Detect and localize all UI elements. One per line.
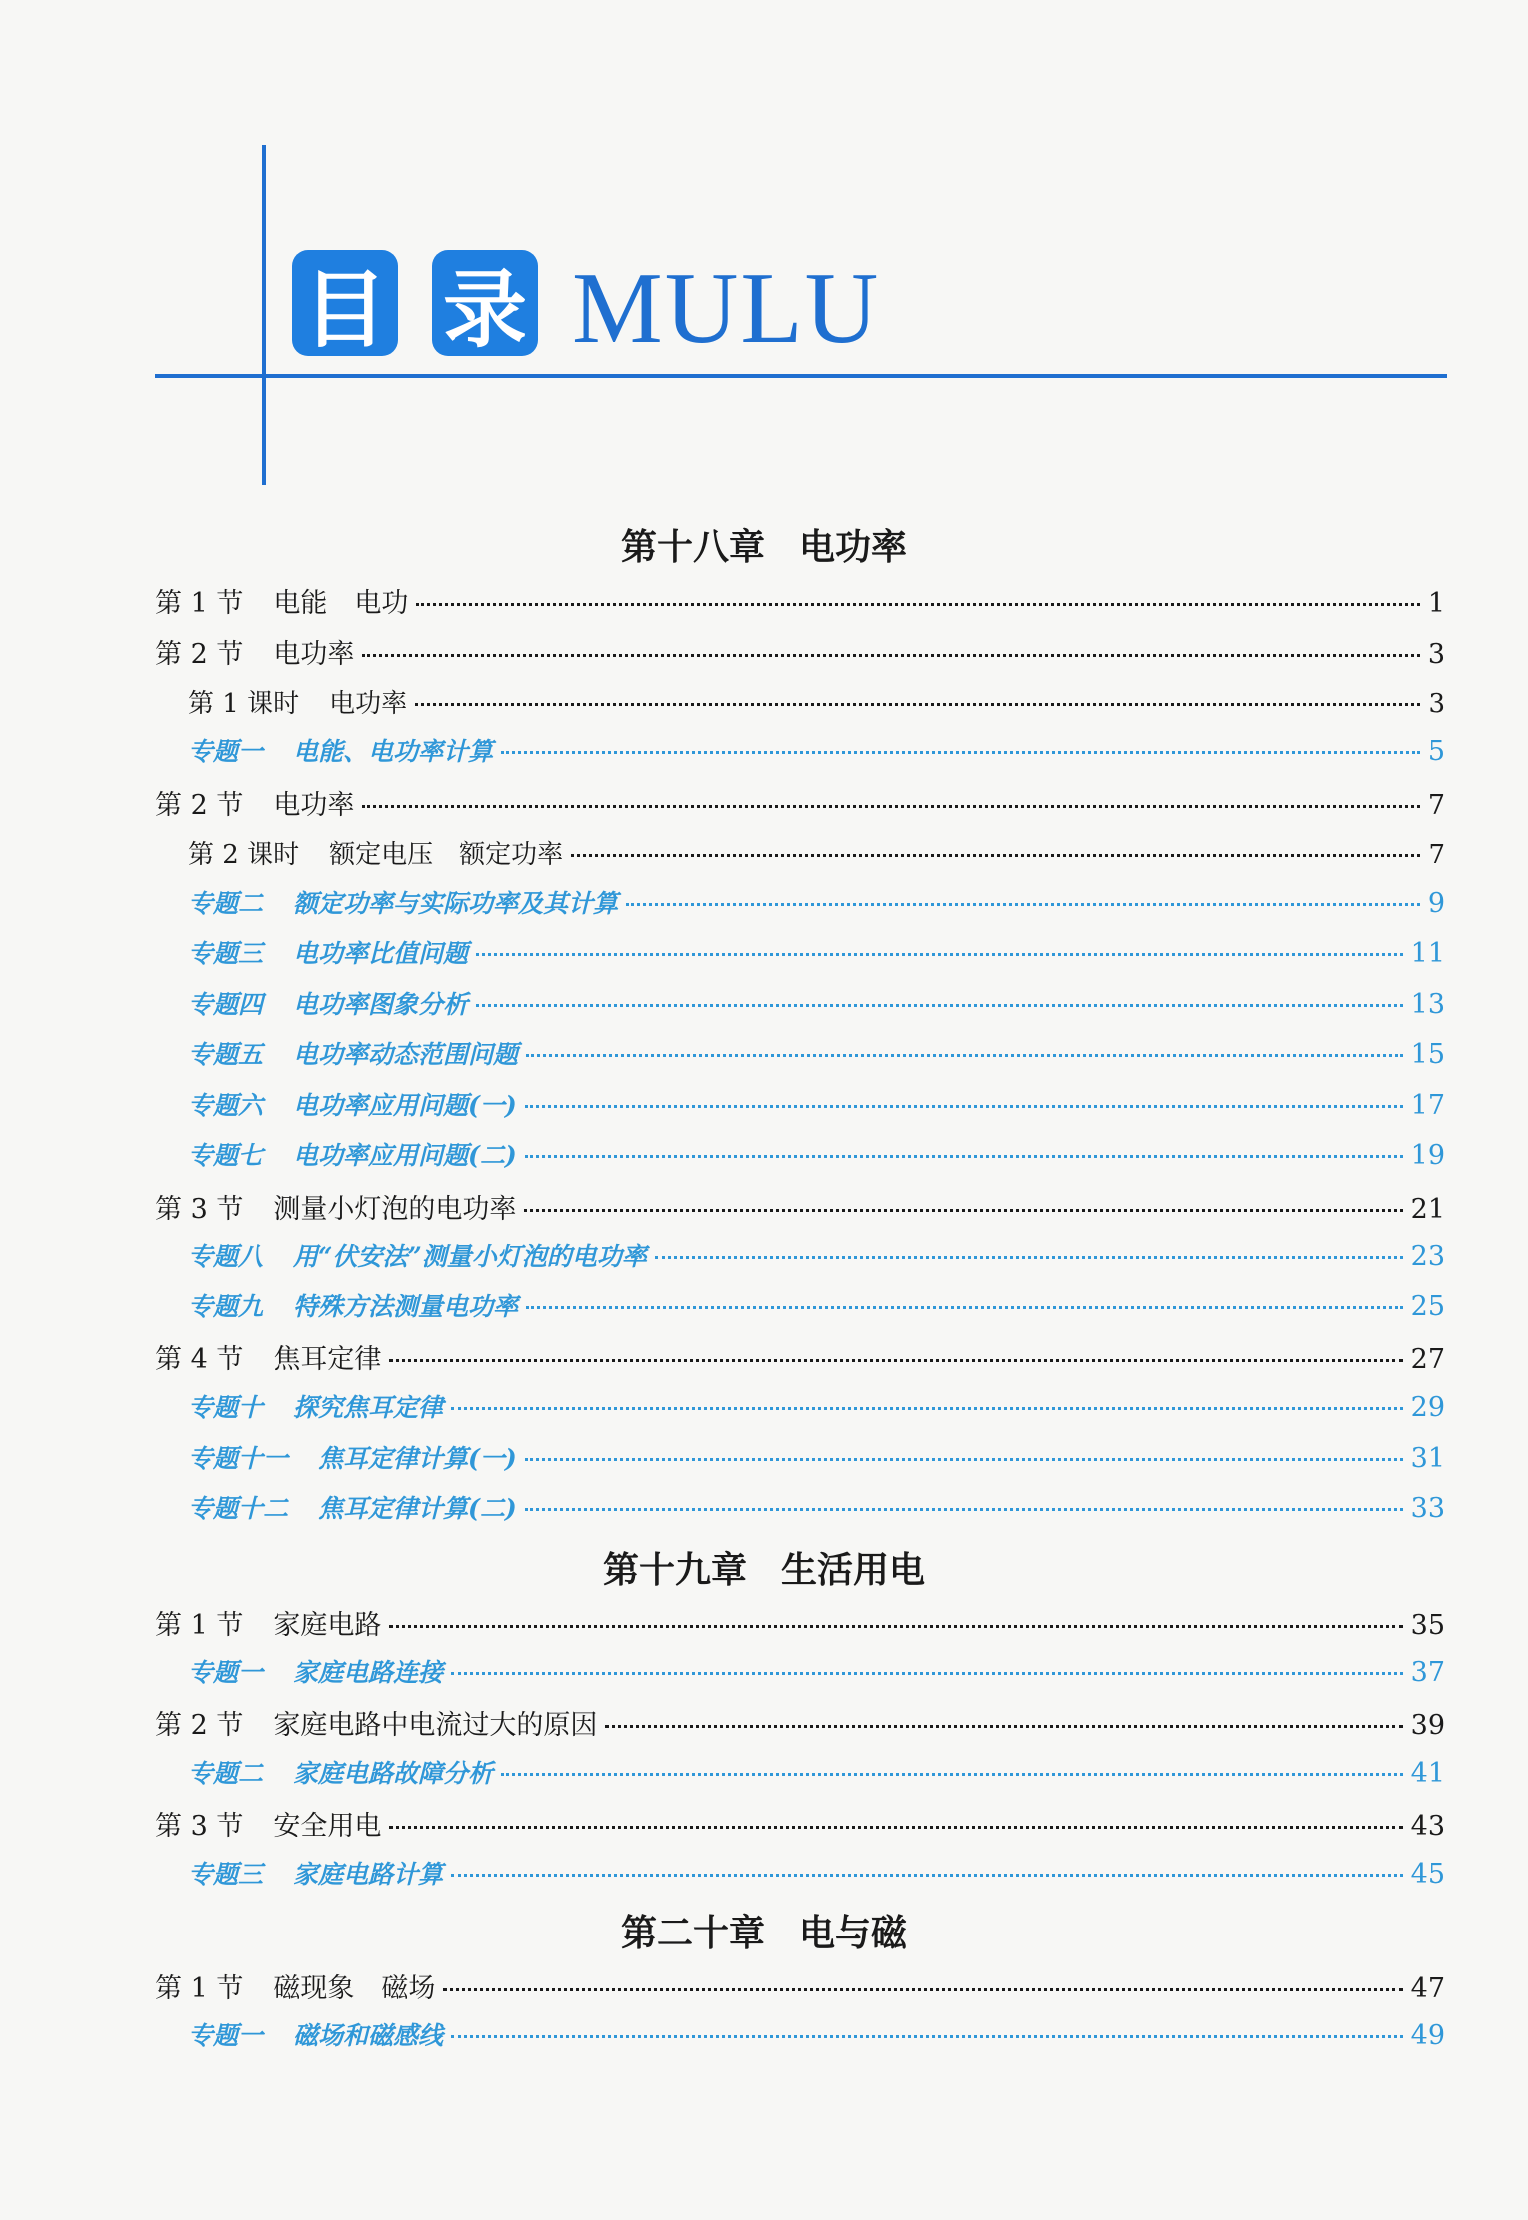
entry-number: 第 1 节 — [155, 588, 244, 619]
leader-dots — [524, 1209, 1402, 1212]
entry-number: 专题八 — [188, 1242, 264, 1271]
entry-number: 第 3 节 — [155, 1811, 244, 1842]
entry-title: 家庭电路 — [273, 1610, 382, 1641]
page-number: 5 — [1427, 736, 1445, 767]
leader-dots — [476, 953, 1403, 956]
page-number: 33 — [1410, 1493, 1445, 1524]
entry-number: 专题十一 — [188, 1444, 289, 1473]
toc-entry-special[interactable] — [188, 1092, 1445, 1119]
entry-number: 专题三 — [188, 1860, 264, 1889]
page-number: 19 — [1410, 1140, 1445, 1171]
entry-number: 专题六 — [188, 1091, 264, 1120]
leader-dots — [443, 1988, 1402, 1991]
page-number: 43 — [1410, 1811, 1445, 1842]
page-number: 39 — [1410, 1710, 1445, 1741]
leader-dots — [655, 1256, 1403, 1259]
toc-entry[interactable] — [155, 590, 1445, 617]
toc-entry-special[interactable] — [188, 738, 1445, 765]
vertical-rule — [262, 145, 266, 485]
toc-entry-special[interactable] — [188, 940, 1445, 967]
entry-number: 专题一 — [188, 1658, 264, 1687]
entry-title: 焦耳定律计算(一) — [318, 1444, 517, 1473]
chapter-heading-20 — [0, 1913, 1528, 1954]
entry-title: 安全用电 — [273, 1811, 382, 1842]
leader-dots — [525, 1155, 1403, 1158]
page-number: 21 — [1410, 1194, 1445, 1225]
toc-entry[interactable] — [188, 691, 1445, 717]
page-number: 11 — [1410, 938, 1445, 969]
leader-dots — [451, 2035, 1403, 2038]
chapter-number: 第十九章 — [602, 1550, 747, 1591]
page-number: 13 — [1410, 989, 1445, 1020]
entry-title: 电能、电功率计算 — [293, 737, 494, 766]
leader-dots — [525, 1508, 1403, 1511]
leader-dots — [389, 1826, 1402, 1829]
entry-title: 家庭电路中电流过大的原因 — [273, 1710, 598, 1741]
entry-title: 用“伏安法”测量小灯泡的电功率 — [293, 1242, 647, 1271]
leader-dots — [389, 1625, 1402, 1628]
entry-title: 焦耳定律 — [273, 1344, 382, 1375]
page-number: 27 — [1410, 1344, 1445, 1375]
leader-dots — [605, 1725, 1402, 1728]
toc-entry[interactable] — [155, 1196, 1445, 1223]
entry-number: 第 1 节 — [155, 1973, 244, 2004]
page-number: 49 — [1410, 2020, 1445, 2051]
entry-title: 电功率图象分析 — [293, 990, 469, 1019]
page-number: 3 — [1427, 639, 1445, 670]
toc-entry-special[interactable] — [188, 1394, 1445, 1421]
entry-number: 专题五 — [188, 1040, 264, 1069]
page-number: 17 — [1410, 1090, 1445, 1121]
entry-number: 第 1 节 — [155, 1610, 244, 1641]
entry-title: 电功率比值问题 — [293, 939, 469, 968]
page-number: 37 — [1410, 1657, 1445, 1688]
leader-dots — [362, 654, 1419, 657]
toc-entry[interactable] — [155, 641, 1445, 668]
page-number: 15 — [1410, 1039, 1445, 1070]
entry-number: 专题一 — [188, 2021, 264, 2050]
leader-dots — [451, 1672, 1403, 1675]
entry-title: 电能 电功 — [273, 588, 409, 619]
leader-dots — [525, 1458, 1403, 1461]
leader-dots — [526, 1306, 1403, 1309]
entry-title: 电功率 — [329, 689, 408, 719]
toc-entry-special[interactable] — [188, 1243, 1445, 1270]
chapter-title: 电功率 — [799, 527, 908, 568]
toc-entry-special[interactable] — [188, 991, 1445, 1018]
leader-dots — [416, 603, 1419, 606]
leader-dots — [451, 1407, 1403, 1410]
entry-title: 磁现象 磁场 — [273, 1973, 436, 2004]
leader-dots — [571, 854, 1420, 857]
leader-dots — [451, 1874, 1403, 1877]
entry-title: 电功率应用问题(一) — [293, 1091, 517, 1120]
leader-dots — [501, 1773, 1403, 1776]
page-number: 25 — [1410, 1291, 1445, 1322]
leader-dots — [389, 1359, 1402, 1362]
toc-entry-special[interactable] — [188, 890, 1445, 917]
entry-title: 家庭电路连接 — [293, 1658, 444, 1687]
entry-number: 第 1 课时 — [188, 689, 300, 719]
toc-entry[interactable] — [155, 1346, 1445, 1373]
entry-title: 电功率动态范围问题 — [293, 1040, 519, 1069]
toc-entry[interactable] — [155, 1712, 1445, 1739]
entry-number: 专题三 — [188, 939, 264, 968]
page-number: 23 — [1410, 1241, 1445, 1272]
entry-number: 第 3 节 — [155, 1194, 244, 1225]
leader-dots — [526, 1054, 1403, 1057]
entry-number: 专题二 — [188, 889, 264, 918]
toc-entry-special[interactable] — [188, 1760, 1445, 1787]
toc-entry-special[interactable] — [188, 2022, 1445, 2049]
entry-title: 磁场和磁感线 — [293, 2021, 444, 2050]
entry-number: 专题十 — [188, 1393, 264, 1422]
page-number: 41 — [1410, 1758, 1445, 1789]
page-number: 1 — [1427, 588, 1445, 619]
page-number: 9 — [1427, 888, 1445, 919]
entry-number: 第 4 节 — [155, 1344, 244, 1375]
chapter-heading-19 — [0, 1550, 1528, 1591]
entry-number: 专题二 — [188, 1759, 264, 1788]
chapter-title: 生活用电 — [781, 1550, 926, 1591]
page-number: 3 — [1428, 689, 1445, 719]
entry-number: 专题一 — [188, 737, 264, 766]
entry-title: 额定电压 额定功率 — [329, 840, 564, 870]
toc-entry[interactable] — [155, 792, 1445, 819]
title-char-box-2 — [432, 250, 538, 359]
entry-title: 家庭电路故障分析 — [293, 1759, 494, 1788]
chapter-title: 电与磁 — [799, 1913, 908, 1954]
page-number: 7 — [1428, 840, 1445, 870]
entry-title: 电功率应用问题(二) — [293, 1141, 517, 1170]
horizontal-rule — [155, 374, 1447, 378]
leader-dots — [362, 805, 1419, 808]
toc-entry-special[interactable] — [188, 1041, 1445, 1068]
title-char-box-1 — [292, 250, 398, 359]
entry-number: 专题十二 — [188, 1494, 289, 1523]
title-char-1: 目 — [302, 260, 387, 359]
toc-entry-special[interactable] — [188, 1861, 1445, 1888]
toc-entry[interactable] — [188, 842, 1445, 868]
entry-number: 第 2 节 — [155, 790, 244, 821]
chapter-number: 第十八章 — [620, 527, 765, 568]
leader-dots — [415, 703, 1420, 706]
toc-entry-special[interactable] — [188, 1659, 1445, 1686]
leader-dots — [501, 751, 1420, 754]
toc-entry-special[interactable] — [188, 1142, 1445, 1169]
page-number: 31 — [1410, 1443, 1445, 1474]
toc-entry-special[interactable] — [188, 1293, 1445, 1320]
leader-dots — [476, 1004, 1403, 1007]
entry-title: 探究焦耳定律 — [293, 1393, 444, 1422]
entry-number: 专题七 — [188, 1141, 264, 1170]
page-number: 35 — [1410, 1610, 1445, 1641]
entry-title: 电功率 — [273, 639, 355, 670]
entry-number: 专题九 — [188, 1292, 264, 1321]
toc-entry-special[interactable] — [188, 1445, 1445, 1472]
leader-dots — [525, 1105, 1403, 1108]
toc-entry-special[interactable] — [188, 1495, 1445, 1522]
toc-entry[interactable] — [155, 1612, 1445, 1639]
entry-number: 第 2 节 — [155, 1710, 244, 1741]
leader-dots — [626, 903, 1420, 906]
page-number: 29 — [1410, 1392, 1445, 1423]
chapter-number: 第二十章 — [620, 1913, 765, 1954]
entry-title: 家庭电路计算 — [293, 1860, 444, 1889]
entry-number: 专题四 — [188, 990, 264, 1019]
page-number: 47 — [1410, 1973, 1445, 2004]
entry-title: 电功率 — [273, 790, 355, 821]
entry-number: 第 2 课时 — [188, 840, 300, 870]
title-latin: MULU — [572, 252, 881, 365]
entry-title: 特殊方法测量电功率 — [293, 1292, 519, 1321]
entry-title: 额定功率与实际功率及其计算 — [293, 889, 619, 918]
toc-entry[interactable] — [155, 1813, 1445, 1840]
page-number: 45 — [1410, 1859, 1445, 1890]
toc-entry[interactable] — [155, 1975, 1445, 2002]
entry-title: 焦耳定律计算(二) — [318, 1494, 517, 1523]
entry-number: 第 2 节 — [155, 639, 244, 670]
chapter-heading-18 — [0, 527, 1528, 568]
page-number: 7 — [1427, 790, 1445, 821]
title-char-2: 录 — [442, 260, 527, 359]
entry-title: 测量小灯泡的电功率 — [273, 1194, 517, 1225]
